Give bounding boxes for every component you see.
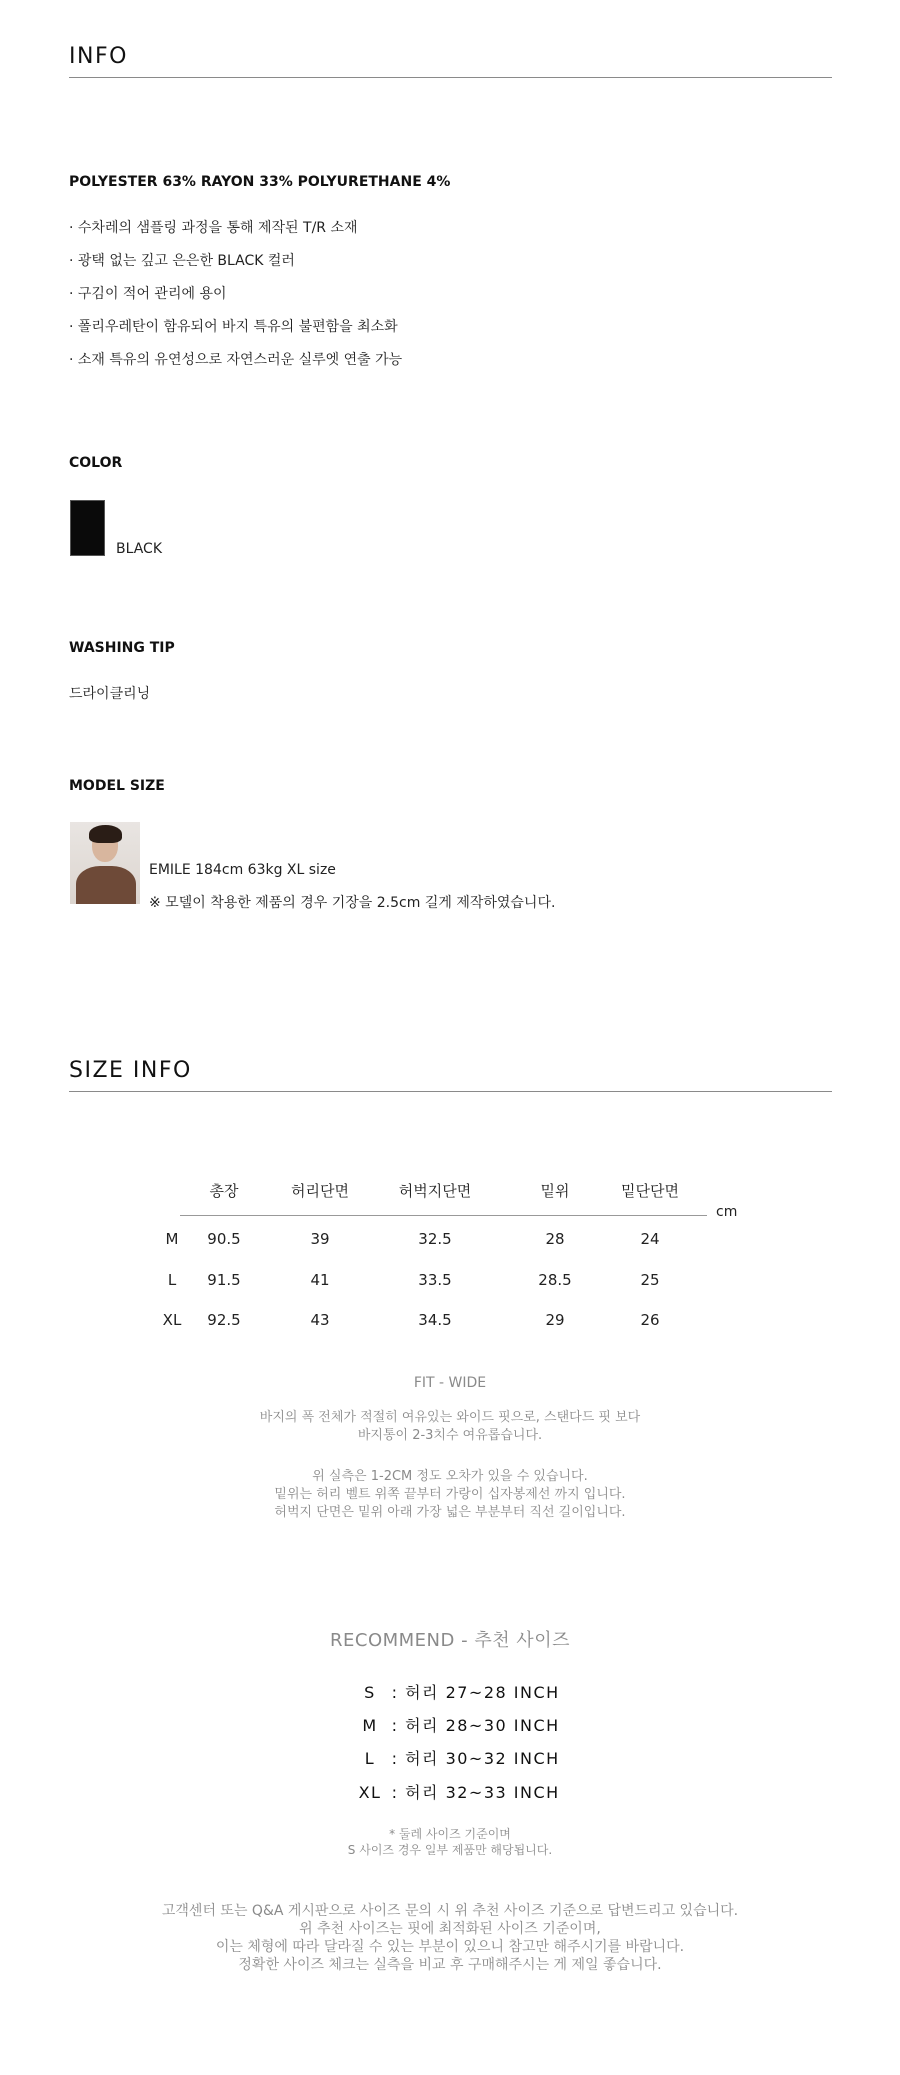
recommend-row	[355, 1780, 560, 1803]
recommend-waist: : 허리 32~33 INCH	[391, 1783, 560, 1802]
info-divider	[69, 77, 832, 78]
measure-note-line: 밑위는 허리 벨트 위쪽 끝부터 가랑이 십자봉제선 까지 입니다.	[274, 1487, 626, 1502]
fit-description	[0, 1409, 900, 1445]
recommend-waist: : 허리 30~32 INCH	[391, 1749, 560, 1768]
size-unit: cm	[716, 1204, 738, 1220]
size-row-label: M	[165, 1230, 179, 1248]
size-cell: 91.5	[207, 1271, 241, 1289]
recommend-row	[355, 1680, 560, 1703]
size-cell: 25	[640, 1271, 660, 1289]
feature-item: · 구김이 적어 관리에 용이	[69, 278, 402, 311]
size-table-divider	[180, 1215, 707, 1216]
size-table-header: 밑위	[540, 1182, 570, 1200]
size-table-header: 총장	[209, 1182, 239, 1200]
size-cell: 39	[310, 1230, 330, 1248]
size-cell: 33.5	[418, 1271, 452, 1289]
size-cell: 92.5	[207, 1311, 241, 1329]
model-note: ※ 모델이 착용한 제품의 경우 기장을 2.5cm 길게 제작하였습니다.	[149, 895, 556, 911]
size-cell: 34.5	[418, 1311, 452, 1329]
feature-item: · 수차레의 샘플링 과정을 통해 제작된 T/R 소재	[69, 212, 402, 245]
final-notice-line: 이는 체형에 따라 달라질 수 있는 부분이 있으니 참고만 해주시기를 바랍니다.	[215, 1939, 685, 1955]
final-notice-line: 정확한 사이즈 체크는 실측을 비교 후 구매해주시는 게 제일 좋습니다.	[238, 1957, 662, 1973]
size-row-label: XL	[162, 1311, 182, 1329]
fit-title: FIT - WIDE	[413, 1375, 487, 1391]
size-cell: 28.5	[538, 1271, 572, 1289]
info-title: INFO	[69, 44, 128, 69]
feature-item: · 광택 없는 깊고 은은한 BLACK 컬러	[69, 245, 402, 278]
composition-label: POLYESTER 63% RAYON 33% POLYURETHANE 4%	[69, 174, 451, 190]
color-swatch-black	[70, 500, 105, 556]
measure-notes	[0, 1468, 900, 1522]
recommend-title: RECOMMEND - 추천 사이즈	[330, 1630, 570, 1651]
model-spec: EMILE 184cm 63kg XL size	[149, 862, 336, 878]
recommend-size: M	[362, 1716, 378, 1735]
final-notice-line: 위 추천 사이즈는 핏에 최적화된 사이즈 기준이며,	[299, 1921, 601, 1937]
recommend-waist: : 허리 27~28 INCH	[391, 1683, 560, 1702]
size-cell: 90.5	[207, 1230, 241, 1248]
washing-tip-label: WASHING TIP	[69, 640, 175, 656]
color-name: BLACK	[116, 541, 163, 557]
final-notice-line: 고객센터 또는 Q&A 게시판으로 사이즈 문의 시 위 추천 사이즈 기준으로 답변드리고 있습니다.	[161, 1903, 739, 1919]
size-cell: 32.5	[418, 1230, 452, 1248]
feature-list	[69, 212, 402, 377]
recommend-size: S	[364, 1683, 376, 1702]
washing-tip-text: 드라이클리닝	[69, 686, 151, 702]
recommend-size: L	[364, 1749, 376, 1768]
size-cell: 29	[545, 1311, 565, 1329]
size-cell: 24	[640, 1230, 660, 1248]
size-info-divider	[69, 1091, 832, 1092]
size-cell: 41	[310, 1271, 330, 1289]
measure-note-line: 위 실측은 1-2CM 정도 오차가 있을 수 있습니다.	[312, 1469, 588, 1484]
recommend-note-line: S 사이즈 경우 일부 제품만 해당됩니다.	[347, 1843, 553, 1857]
recommend-size: XL	[358, 1783, 382, 1802]
fit-description-line: 바지의 폭 전체가 적절히 여유있는 와이드 핏으로, 스탠다드 핏 보다	[259, 1410, 641, 1425]
final-notice	[0, 1902, 900, 1974]
size-cell: 28	[545, 1230, 565, 1248]
recommend-notes	[0, 1826, 900, 1858]
recommend-note-line: * 둘레 사이즈 기준이며	[389, 1827, 511, 1841]
size-cell: 26	[640, 1311, 660, 1329]
color-label: COLOR	[69, 455, 123, 471]
size-table-header: 허벅지단면	[398, 1182, 472, 1200]
size-table-header: 허리단면	[291, 1182, 349, 1200]
recommend-row	[355, 1746, 560, 1769]
size-row-label: L	[167, 1271, 177, 1289]
size-cell: 43	[310, 1311, 330, 1329]
model-photo	[70, 822, 140, 904]
measure-note-line: 허벅지 단면은 밑위 아래 가장 넓은 부분부터 직선 길이입니다.	[274, 1505, 626, 1520]
fit-description-line: 바지통이 2-3치수 여유롭습니다.	[357, 1428, 543, 1443]
model-size-label: MODEL SIZE	[69, 778, 165, 794]
recommend-waist: : 허리 28~30 INCH	[391, 1716, 560, 1735]
recommend-row	[355, 1713, 560, 1736]
size-info-title: SIZE INFO	[69, 1058, 192, 1083]
feature-item: · 소재 특유의 유연성으로 자연스러운 실루엣 연출 가능	[69, 344, 402, 377]
feature-item: · 폴리우레탄이 함유되어 바지 특유의 불편함을 최소화	[69, 311, 402, 344]
size-table-header: 밑단단면	[621, 1182, 679, 1200]
